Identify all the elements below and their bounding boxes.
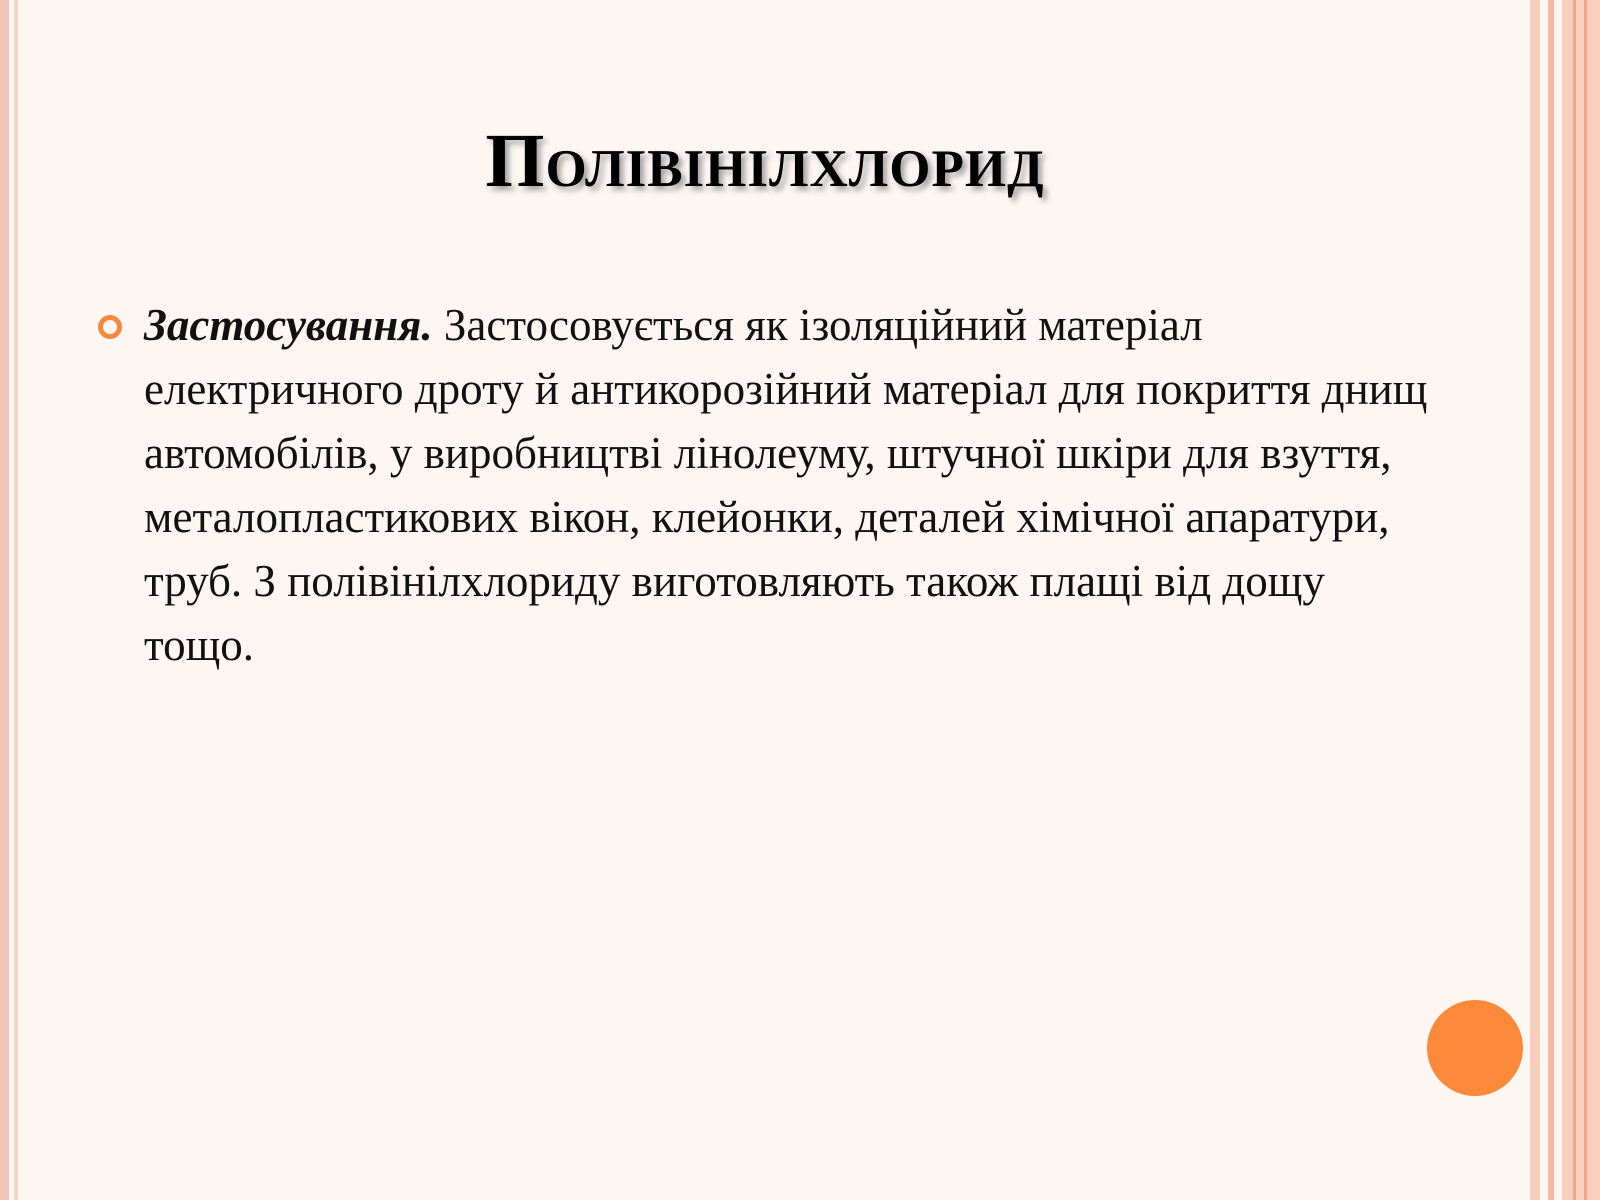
right-border-stripe bbox=[1530, 0, 1540, 1200]
right-border-stripe bbox=[1562, 0, 1600, 1200]
bullet-text bbox=[144, 293, 1434, 677]
bullet-lead: Застосування. bbox=[144, 300, 433, 350]
right-border-line bbox=[1573, 0, 1576, 1200]
right-border-stripe bbox=[1548, 0, 1554, 1200]
bullet-ring-icon bbox=[98, 315, 122, 339]
orange-circle-decoration bbox=[1427, 1000, 1523, 1096]
right-border-line bbox=[1584, 0, 1587, 1200]
slide-title: Полівінілхлорид bbox=[485, 119, 1045, 203]
bullet-body: Застосовується як ізоляційний матеріал електричного дроту й антикорозійний матеріал для покриття днищ автомобілів, у виробництві лінолеуму, штучної шкіри для взуття, металопластикових вікон, клейонки, деталей хімічної апаратури, труб. З полівінілхлориду виготовляють також плащі від дощу тощо. bbox=[144, 300, 1428, 670]
